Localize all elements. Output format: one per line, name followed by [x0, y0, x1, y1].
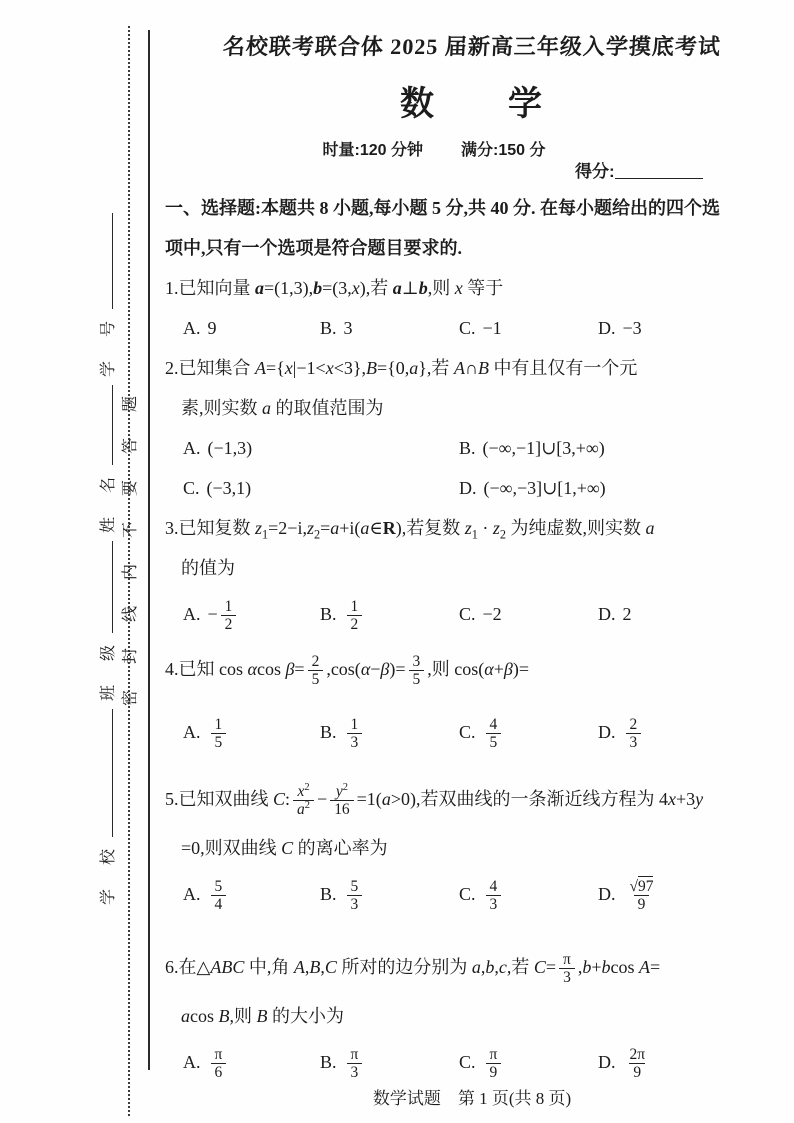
- option-text: 9: [207, 318, 217, 338]
- field-label-number: 学 号: [100, 310, 117, 377]
- field-label-school: 学 校: [100, 838, 117, 905]
- option-text: (−∞,−3]∪[1,+∞): [483, 478, 606, 498]
- section-instruction-line-2: 项中,只有一个选项是符合题目要求的.: [165, 238, 462, 258]
- option-label: B.: [320, 884, 337, 904]
- question-4-option-b: [320, 706, 459, 758]
- option-label: A.: [183, 604, 201, 624]
- option-label: A.: [183, 884, 201, 904]
- question-4-stem: 4.已知 cos αcos β= $\frac{2}{5}$ ,cos(α−β)= $\frac{3}{5}$ ,则 cos(α+β)=: [165, 653, 530, 689]
- student-field: [100, 377, 117, 533]
- exam-header-line: 名校联考联合体 2025 届新高三年级入学摸底考试: [222, 34, 722, 59]
- option-label: D.: [598, 318, 616, 338]
- student-info-rotated: [90, 205, 117, 905]
- option-text: (−1,3): [207, 438, 253, 458]
- option-label: D.: [598, 884, 616, 904]
- option-label: D.: [598, 604, 616, 624]
- question-5-options: [165, 868, 779, 920]
- question-5-option-d: [598, 868, 779, 920]
- option-text: 3: [343, 318, 353, 338]
- option-label: D.: [598, 1052, 616, 1072]
- option-label: C.: [459, 884, 476, 904]
- full-score-label: 满分:150 分: [461, 142, 546, 159]
- question-3-option-a: [183, 588, 320, 640]
- score-field: [575, 157, 703, 182]
- question-2-options-row-1: [165, 428, 779, 468]
- option-label: C.: [459, 604, 476, 624]
- question-1-stem: 1.已知向量 a=(1,3),b=(3,x),若 a⊥b,则 x 等于: [165, 278, 504, 298]
- option-text: −1: [482, 318, 502, 338]
- question-1-option-b: [320, 308, 459, 348]
- question-1-option-d: [598, 308, 779, 348]
- student-field: [100, 533, 117, 701]
- question-6-option-b: [320, 1036, 459, 1088]
- option-label: D.: [598, 722, 616, 742]
- question-3-option-c: [459, 588, 598, 640]
- question-3-option-b: [320, 588, 459, 640]
- field-label-class: 班 级: [100, 634, 117, 701]
- question-6-stem-line-1: 6.在△ABC 中,角 A,B,C 所对的边分别为 a,b,c,若 C= $\frac{\pi}{3}$ ,b+bcos A=: [165, 951, 661, 987]
- field-blank-line: [90, 385, 113, 465]
- question-4-option-d: [598, 706, 779, 758]
- option-label: A.: [183, 722, 201, 742]
- option-text: $\frac{5}{4}$: [208, 884, 230, 904]
- question-2-option-b: [459, 428, 779, 468]
- question-6-stem-line-2: acos B,则 B 的大小为: [181, 1006, 344, 1026]
- option-text: $\frac{√97}{9}$: [629, 878, 654, 914]
- question-5-option-a: [183, 868, 320, 920]
- option-label: B.: [320, 1052, 337, 1072]
- option-label: B.: [320, 722, 337, 742]
- question-2-option-d: [459, 468, 779, 508]
- option-text: $\frac{\pi}{6}$: [208, 1052, 230, 1072]
- subject-title: 数 学: [400, 86, 544, 123]
- option-text: $\frac{1}{3}$: [344, 722, 366, 742]
- option-text: $\frac{2\pi}{9}$: [629, 1046, 646, 1082]
- field-label-name: 姓 名: [100, 466, 117, 533]
- question-6-option-a: [183, 1036, 320, 1088]
- option-label: C.: [459, 1052, 476, 1072]
- option-text: − $\frac{1}{2}$: [208, 604, 240, 624]
- question-5-stem-line-2: =0,则双曲线 C 的离心率为: [181, 838, 388, 858]
- option-label: A.: [183, 1052, 201, 1072]
- question-2-options-row-2: [165, 468, 779, 508]
- field-blank-line: [90, 709, 113, 837]
- question-3-stem-line-1: 3.已知复数 $z_1=2-i,z_2=a+i(a\in R)$,若复数 $z_1 \cdot z_2$ 为纯虚数,则实数 a: [165, 518, 655, 542]
- duration-label: 时量:120 分钟: [322, 142, 423, 159]
- option-text: −3: [622, 318, 642, 338]
- question-1-option-c: [459, 308, 598, 348]
- question-2-option-c: [183, 468, 459, 508]
- option-text: $\frac{1}{5}$: [208, 722, 230, 742]
- option-text: $\frac{4}{5}$: [483, 722, 505, 742]
- field-blank-line: [90, 213, 113, 309]
- question-4-option-c: [459, 706, 598, 758]
- option-label: C.: [459, 318, 476, 338]
- option-text: $\frac{1}{2}$: [344, 604, 366, 624]
- option-label: A.: [183, 438, 201, 458]
- option-label: B.: [459, 438, 476, 458]
- question-4-option-a: [183, 706, 320, 758]
- question-4-options: [165, 706, 779, 758]
- option-text: $\frac{5}{3}$: [344, 884, 366, 904]
- option-text: $\frac{\pi}{9}$: [483, 1052, 505, 1072]
- seal-text: 密封线内不要答题: [122, 369, 139, 706]
- option-label: B.: [320, 604, 337, 624]
- student-field: [100, 701, 117, 905]
- option-label: C.: [459, 722, 476, 742]
- option-label: C.: [183, 478, 200, 498]
- question-area: [165, 188, 779, 1088]
- question-3-option-d: [598, 588, 779, 640]
- question-6-options: [165, 1036, 779, 1088]
- question-5-stem-line-1: 5.已知双曲线 C: $\frac{x^2}{a^2}$ − $\frac{y^2}{16}$ =1(a>0),若双曲线的一条渐近线方程为 4x+3y: [165, 781, 704, 819]
- option-text: (−∞,−1]∪[3,+∞): [482, 438, 605, 458]
- student-field: [100, 205, 117, 377]
- option-text: 2: [622, 604, 632, 624]
- option-text: −2: [482, 604, 502, 624]
- option-text: $\frac{4}{3}$: [483, 884, 505, 904]
- question-1-options: [165, 308, 779, 348]
- question-1-option-a: [183, 308, 320, 348]
- option-text: $\frac{\pi}{3}$: [344, 1052, 366, 1072]
- question-3-options: [165, 588, 779, 640]
- question-5-option-c: [459, 868, 598, 920]
- question-6-option-d: [598, 1036, 779, 1088]
- question-2-stem-line-2: 素,则实数 a 的取值范围为: [181, 398, 384, 418]
- field-blank-line: [90, 541, 113, 633]
- question-6-option-c: [459, 1036, 598, 1088]
- question-2-stem-line-1: 2.已知集合 A={x|−1<x<3},B={0,a},若 A∩B 中有且仅有一个元: [165, 358, 638, 378]
- option-text: $\frac{2}{3}$: [623, 722, 645, 742]
- section-instruction-line-1: 一、选择题:本题共 8 小题,每小题 5 分,共 40 分. 在每小题给出的四个选: [165, 198, 720, 218]
- option-label: B.: [320, 318, 337, 338]
- option-label: D.: [459, 478, 477, 498]
- question-5-option-b: [320, 868, 459, 920]
- option-label: A.: [183, 318, 201, 338]
- question-3-stem-line-2: 的值为: [181, 558, 235, 578]
- score-blank-line: [615, 163, 703, 179]
- content-border-line: [148, 30, 150, 1070]
- page-footer: 数学试题 第 1 页(共 8 页): [372, 1089, 572, 1108]
- question-2-option-a: [183, 428, 459, 468]
- score-label: 得分:: [575, 162, 615, 181]
- option-text: (−3,1): [206, 478, 252, 498]
